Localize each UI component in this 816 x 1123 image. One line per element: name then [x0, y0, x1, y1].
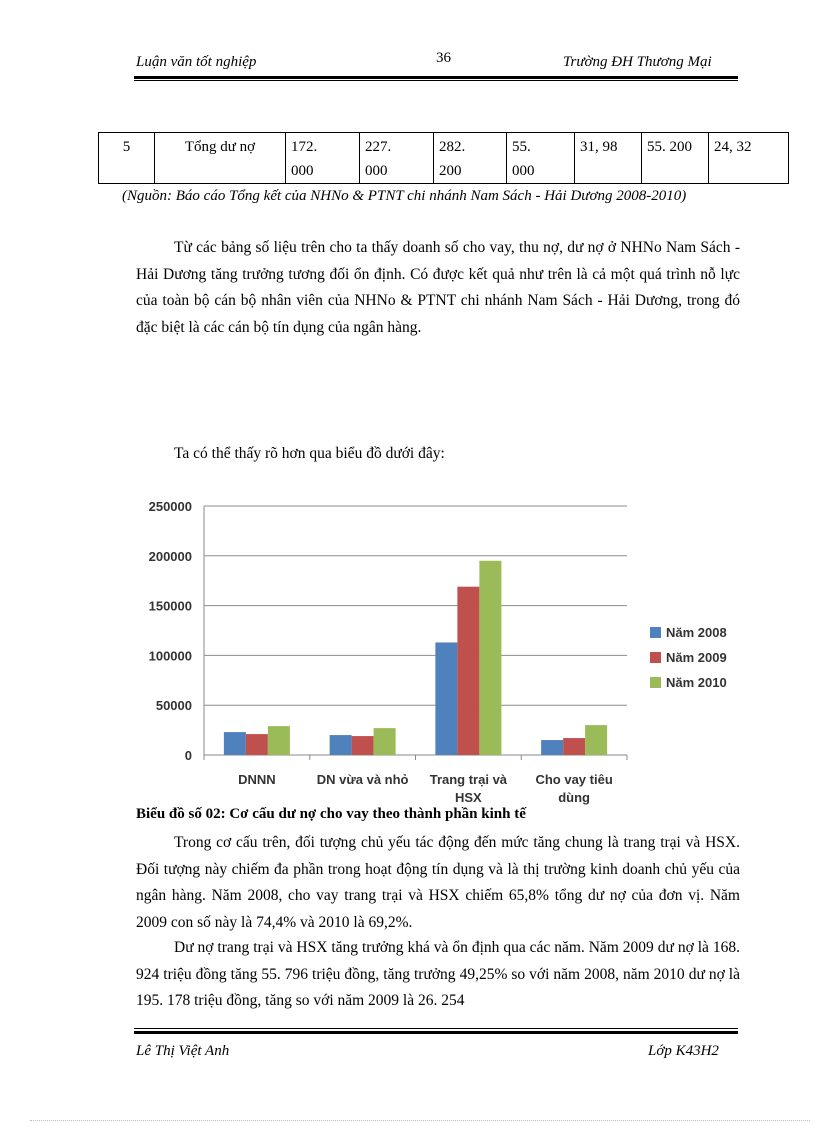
bar-năm-2009	[457, 587, 479, 755]
x-category-label: DNNN	[238, 772, 276, 787]
paragraph-text: Trong cơ cấu trên, đối tượng chủ yếu tác động đến mức tăng chung là trang trại và HSX. Đối tượng này chiếm đa phần trong hoạt động tín dụng và là thị trường kinh doanh chủ yếu của ngân hàng. Năm 2008, cho vay trang trại và HSX chiếm 65,8% tổng dư nợ của đơn vị. Năm 2009 con số này là 74,4% và 2010 là 69,2%.	[136, 834, 740, 931]
source-note: (Nguồn: Báo cáo Tổng kết của NHNo & PTNT chi nhánh Nam Sách - Hải Dương 2008-2010)	[122, 188, 687, 204]
paragraph-structure	[136, 830, 740, 936]
footer-rule	[134, 1031, 738, 1034]
cell-text: 000	[365, 163, 388, 179]
legend-label: Năm 2009	[666, 650, 727, 665]
chart-intro-text: Ta có thể thấy rõ hơn qua biểu đồ dưới đây:	[174, 445, 445, 462]
x-category-label: HSX	[455, 790, 482, 805]
legend-label: Năm 2008	[666, 625, 727, 640]
cell-text: 55. 200	[647, 139, 692, 155]
header-left-title: Luận văn tốt nghiệp	[136, 54, 257, 70]
cell-text: 24, 32	[714, 139, 752, 155]
paragraph-growth	[136, 935, 740, 1015]
paragraph-text: Dư nợ trang trại và HSX tăng trưởng khá và ổn định qua các năm. Năm 2009 dư nợ là 168. 924 triệu đồng tăng 55. 796 triệu đồng, tăng trưởng 49,25% so với năm 2008, năm 2010 dư nợ là 195. 178 triệu đồng, tăng so với năm 2009 là 26. 254	[136, 939, 740, 1009]
y-tick-label: 150000	[148, 598, 192, 614]
paragraph-text: Từ các bảng số liệu trên cho ta thấy doanh số cho vay, thu nợ, dư nợ ở NHNo Nam Sách - Hải Dương tăng trưởng tương đối ổn định. Có được kết quả như trên là cả một quá trình nỗ lực của toàn bộ cán bộ nhân viên của NHNo & PTNT chi nhánh Nam Sách - Hải Dương, trong đó đặc biệt là các cán bộ tín dụng của ngân hàng.	[136, 239, 740, 336]
legend-swatch	[650, 652, 661, 663]
bar-năm-2009	[246, 734, 268, 755]
legend-label: Năm 2010	[666, 675, 727, 690]
cell-text: 200	[439, 163, 462, 179]
legend-swatch	[650, 627, 661, 638]
chart-caption: Biểu đồ số 02: Cơ cấu dư nợ cho vay theo thành phần kinh tế	[136, 806, 526, 822]
footer-author: Lê Thị Việt Anh	[136, 1043, 230, 1059]
x-category-label: Cho vay tiêu	[535, 772, 613, 787]
page-edge-dots	[30, 1120, 810, 1121]
page-number: 36	[436, 50, 451, 66]
cell-text: 31, 98	[580, 139, 618, 155]
cell-text: 55.	[512, 139, 531, 155]
bar-năm-2009	[563, 738, 585, 755]
y-tick-label: 250000	[148, 499, 192, 514]
bar-năm-2010	[479, 561, 501, 755]
bar-năm-2010	[585, 725, 607, 755]
footer-rule-thin	[134, 1028, 738, 1029]
cell-text: 227.	[365, 139, 392, 155]
y-tick-label: 50000	[155, 698, 192, 714]
legend-swatch	[650, 677, 661, 688]
y-tick-label: 200000	[148, 548, 192, 564]
cell-text: 282.	[439, 139, 466, 155]
x-category-label: Trang trại và	[429, 772, 508, 787]
x-category-label: DN vừa và nhỏ	[316, 772, 409, 787]
y-tick-label: 100000	[148, 648, 192, 664]
cell-text: 000	[512, 163, 535, 179]
bar-năm-2008	[541, 740, 563, 755]
header-right-title: Trường ĐH Thương Mại	[563, 54, 712, 70]
bar-năm-2008	[330, 735, 352, 755]
bar-năm-2008	[435, 642, 457, 755]
footer-class: Lớp K43H2	[648, 1043, 719, 1059]
bar-năm-2009	[352, 736, 374, 755]
bar-năm-2010	[268, 726, 290, 755]
bar-năm-2010	[374, 728, 396, 755]
bar-năm-2008	[224, 732, 246, 755]
cell-text: Tổng dư nợ	[184, 139, 256, 155]
cell-text: 000	[291, 163, 314, 179]
x-category-label: dùng	[558, 790, 591, 805]
cell-text: 172.	[291, 139, 318, 155]
cell-text: 5	[122, 139, 131, 155]
y-tick-label: 0	[184, 748, 192, 763]
